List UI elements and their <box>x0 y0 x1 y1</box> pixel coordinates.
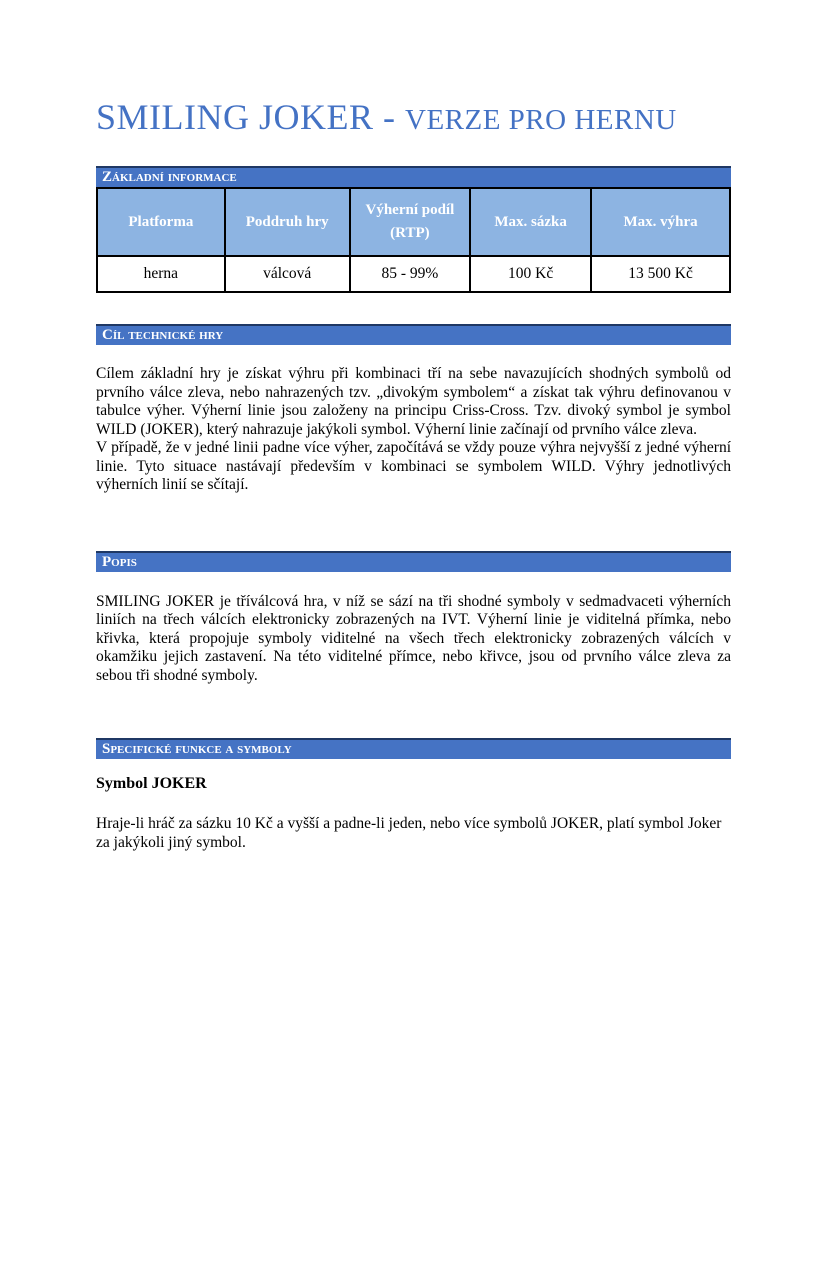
symbol-joker-subheading: Symbol JOKER <box>96 775 207 792</box>
cell-max-sazka: 100 Kč <box>470 256 591 292</box>
cell-max-vyhra: 13 500 Kč <box>591 256 730 292</box>
section-heading-basic-info: Základní informace <box>96 166 731 187</box>
basic-info-table <box>96 187 731 293</box>
table-header-max-sazka: Max. sázka <box>470 188 591 256</box>
description-paragraph: SMILING JOKER je tříválcová hra, v níž se sází na tři shodné symboly v sedmadvaceti výherních liniích na třech válcích elektronicky zobrazených na IVT. Výherní linie je viditelná přímka, nebo křivka, která propojuje symboly viditelné na všech třech elektronicky zobrazených válcích v okamžiku jejich zastavení. Na této viditelné přímce, nebo křivce, jsou od prvního válce zleva za sebou tři shodné symboly. <box>96 592 731 684</box>
table-header-row <box>97 188 730 256</box>
cell-platforma: herna <box>97 256 225 292</box>
table-row <box>97 256 730 292</box>
document-title <box>96 96 731 141</box>
section-heading-description: Popis <box>96 551 731 572</box>
cell-poddruh-hry: válcová <box>225 256 350 292</box>
section-heading-specific-functions: Specifické funkce a symboly <box>96 738 731 759</box>
document-content <box>96 96 731 852</box>
cell-vyherni-podil: 85 - 99% <box>350 256 471 292</box>
table-header-poddruh-hry: Poddruh hry <box>225 188 350 256</box>
table-header-vyherni-podil: Výherní podíl (RTP) <box>350 188 471 256</box>
title-sub: VERZE PRO HERNU <box>405 104 677 136</box>
table-header-platforma: Platforma <box>97 188 225 256</box>
goal-paragraph-2: V případě, že v jedné linii padne více výher, započítává se vždy pouze výhra nejvyšší z jedné výherní linie. Tyto situace nastávají především v kombinaci se symbolem WILD. Výhry jednotlivých výherních linií se sčítají. <box>96 439 731 493</box>
section-heading-goal: Cíl technické hry <box>96 324 731 345</box>
symbol-joker-paragraph: Hraje-li hráč za sázku 10 Kč a vyšší a padne-li jeden, nebo více symbolů JOKER, platí symbol Joker za jakýkoli jiný symbol. <box>96 815 722 851</box>
goal-paragraph-1: Cílem základní hry je získat výhru při kombinaci tří na sebe navazujících shodných symbolů od prvního válce zleva, nebo nahrazených tzv. „divokým symbolem“ a získat tak výhru definovanou v tabulce výher. Výherní linie jsou založeny na principu Criss-Cross. Tzv. divoký symbol je symbol WILD (JOKER), který nahrazuje jakýkoli symbol. Výherní linie začínají od prvního válce zleva. <box>96 365 731 438</box>
title-main: SMILING JOKER - <box>96 97 405 137</box>
table-header-max-vyhra: Max. výhra <box>591 188 730 256</box>
document-page <box>0 96 827 1265</box>
